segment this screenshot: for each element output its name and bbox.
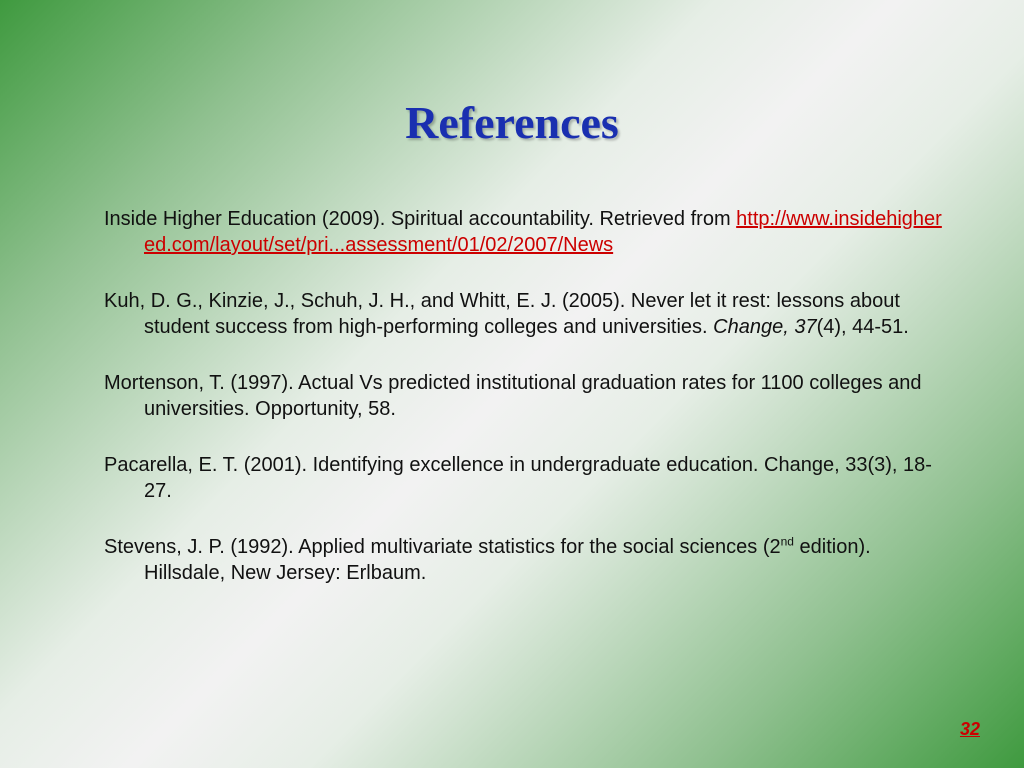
reference-text: Inside Higher Education (2009). Spiritual accountability. Retrieved from <box>104 208 737 230</box>
superscript: nd <box>780 534 794 549</box>
reference-item <box>104 370 944 422</box>
reference-list <box>104 206 944 616</box>
reference-text: Stevens, J. P. (1992). Applied multivariate statistics for the social sciences (2 <box>104 536 781 558</box>
reference-text: (4), 44-51. <box>816 316 909 338</box>
journal-title: Change, 37 <box>713 316 817 338</box>
reference-text: Kuh, D. G., Kinzie, J., Schuh, J. H., and Whitt, E. J. (2005). Never let it rest: lessons about student success from high-performing colleges and universities. <box>104 290 900 338</box>
slide-title: References <box>405 97 619 148</box>
reference-item <box>104 534 944 586</box>
reference-text: edition). Hillsdale, New Jersey: Erlbaum. <box>144 536 871 584</box>
reference-text: Mortenson, T. (1997). Actual Vs predicted institutional graduation rates for 1100 colleges and universities. Opportunity, 58. <box>104 372 922 420</box>
reference-item <box>104 452 944 504</box>
reference-item <box>104 288 944 340</box>
reference-text: Pacarella, E. T. (2001). Identifying excellence in undergraduate education. Change, 33(3), 18-27. <box>104 454 932 502</box>
reference-link[interactable]: http://www.insidehighered.com/layout/set/pri...assessment/01/02/2007/News <box>144 208 942 256</box>
page-number: 32 <box>959 719 980 739</box>
reference-item <box>104 206 944 258</box>
